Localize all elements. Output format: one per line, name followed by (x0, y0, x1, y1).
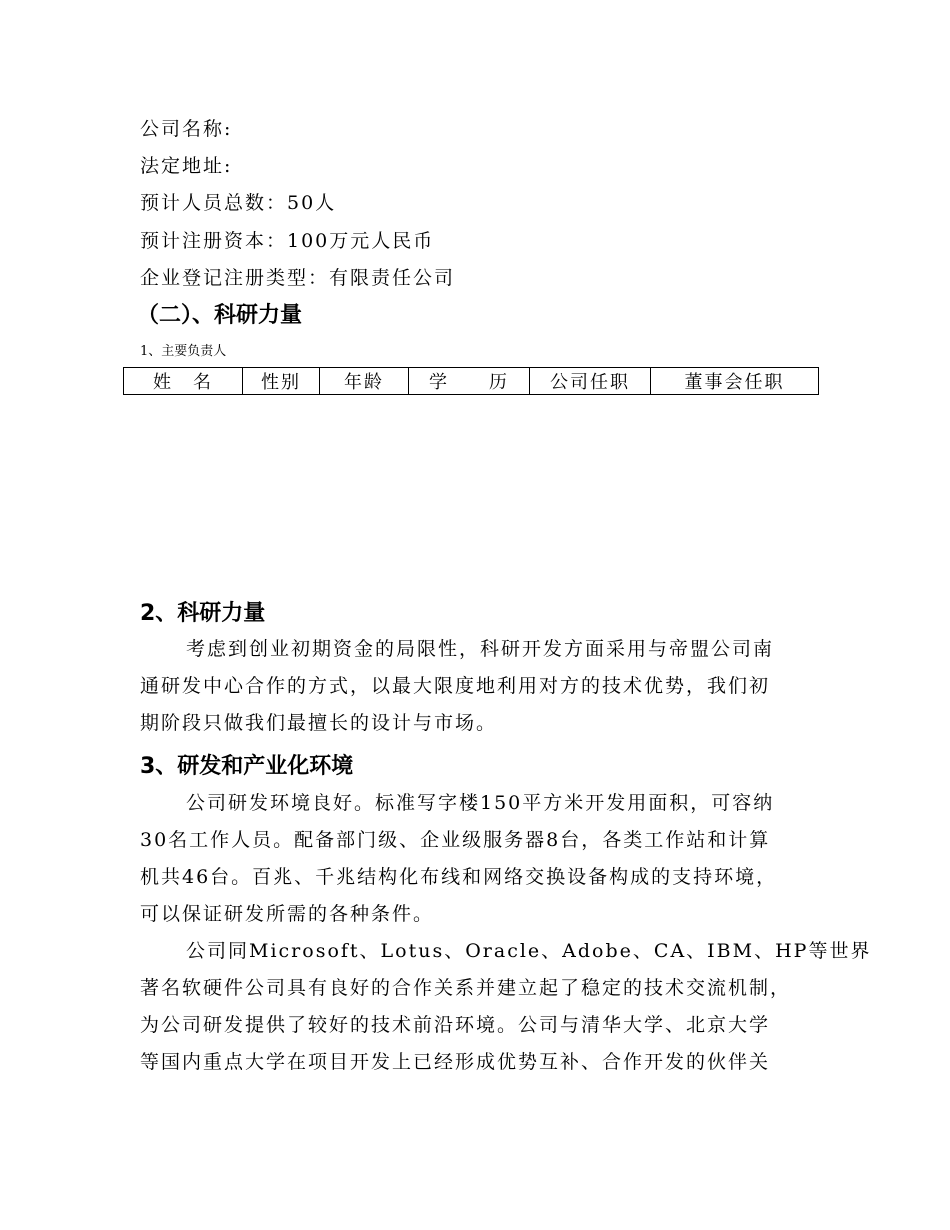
col-gender-header: 性别 (243, 368, 320, 395)
paragraph-line: 公司研发环境良好。标准写字楼150平方米开发用面积，可容纳 (186, 792, 775, 814)
staff-count-line: 预计人员总数：50人 (140, 192, 337, 214)
paragraph-line: 公司同Microsoft、Lotus、Oracle、Adobe、CA、IBM、HP等世界 (186, 940, 872, 962)
paragraph-line: 30名工作人员。配备部门级、企业级服务器8台，各类工作站和计算 (140, 829, 771, 851)
paragraph-line: 可以保证研发所需的各种条件。 (140, 903, 435, 925)
col-education-header: 学 历 (409, 368, 530, 395)
paragraph-line: 等国内重点大学在项目开发上已经形成优势互补、合作开发的伙伴关 (140, 1051, 771, 1073)
subsection-title-rd-environment: 3、研发和产业化环境 (140, 754, 354, 779)
paragraph-line: 通研发中心合作的方式，以最大限度地利用对方的技术优势，我们初 (140, 675, 771, 697)
col-company-role-header: 公司任职 (530, 368, 651, 395)
rd-environment-paragraph-1 (140, 785, 820, 933)
legal-address-label: 法定地址: (140, 155, 233, 177)
paragraph-line: 为公司研发提供了较好的技术前沿环境。公司与清华大学、北京大学 (140, 1014, 771, 1036)
table-header-row (124, 368, 819, 395)
subsection-title-research-strength: 2、科研力量 (140, 601, 266, 626)
col-name-header: 姓 名 (124, 368, 243, 395)
personnel-table (123, 367, 819, 395)
paragraph-line: 期阶段只做我们最擅长的设计与市场。 (140, 712, 498, 734)
paragraph-line: 机共46台。百兆、千兆结构化布线和网络交换设备构成的支持环境， (140, 866, 778, 888)
section-title-research-strength: （二）、科研力量 (137, 303, 303, 328)
col-board-role-header: 董事会任职 (651, 368, 819, 395)
company-name-label: 公司名称: (140, 118, 233, 140)
rd-environment-paragraph-2 (140, 933, 872, 1081)
registration-type-line: 企业登记注册类型：有限责任公司 (140, 267, 456, 289)
paragraph-line: 考虑到创业初期资金的局限性，科研开发方面采用与帝盟公司南 (186, 638, 775, 660)
subsection-title-key-personnel: 1、主要负责人 (140, 344, 227, 359)
registered-capital-line: 预计注册资本：100万元人民币 (140, 230, 435, 252)
paragraph-line: 著名软硬件公司具有良好的合作关系并建立起了稳定的技术交流机制， (140, 977, 792, 999)
col-age-header: 年龄 (320, 368, 409, 395)
research-strength-paragraph (140, 631, 820, 742)
